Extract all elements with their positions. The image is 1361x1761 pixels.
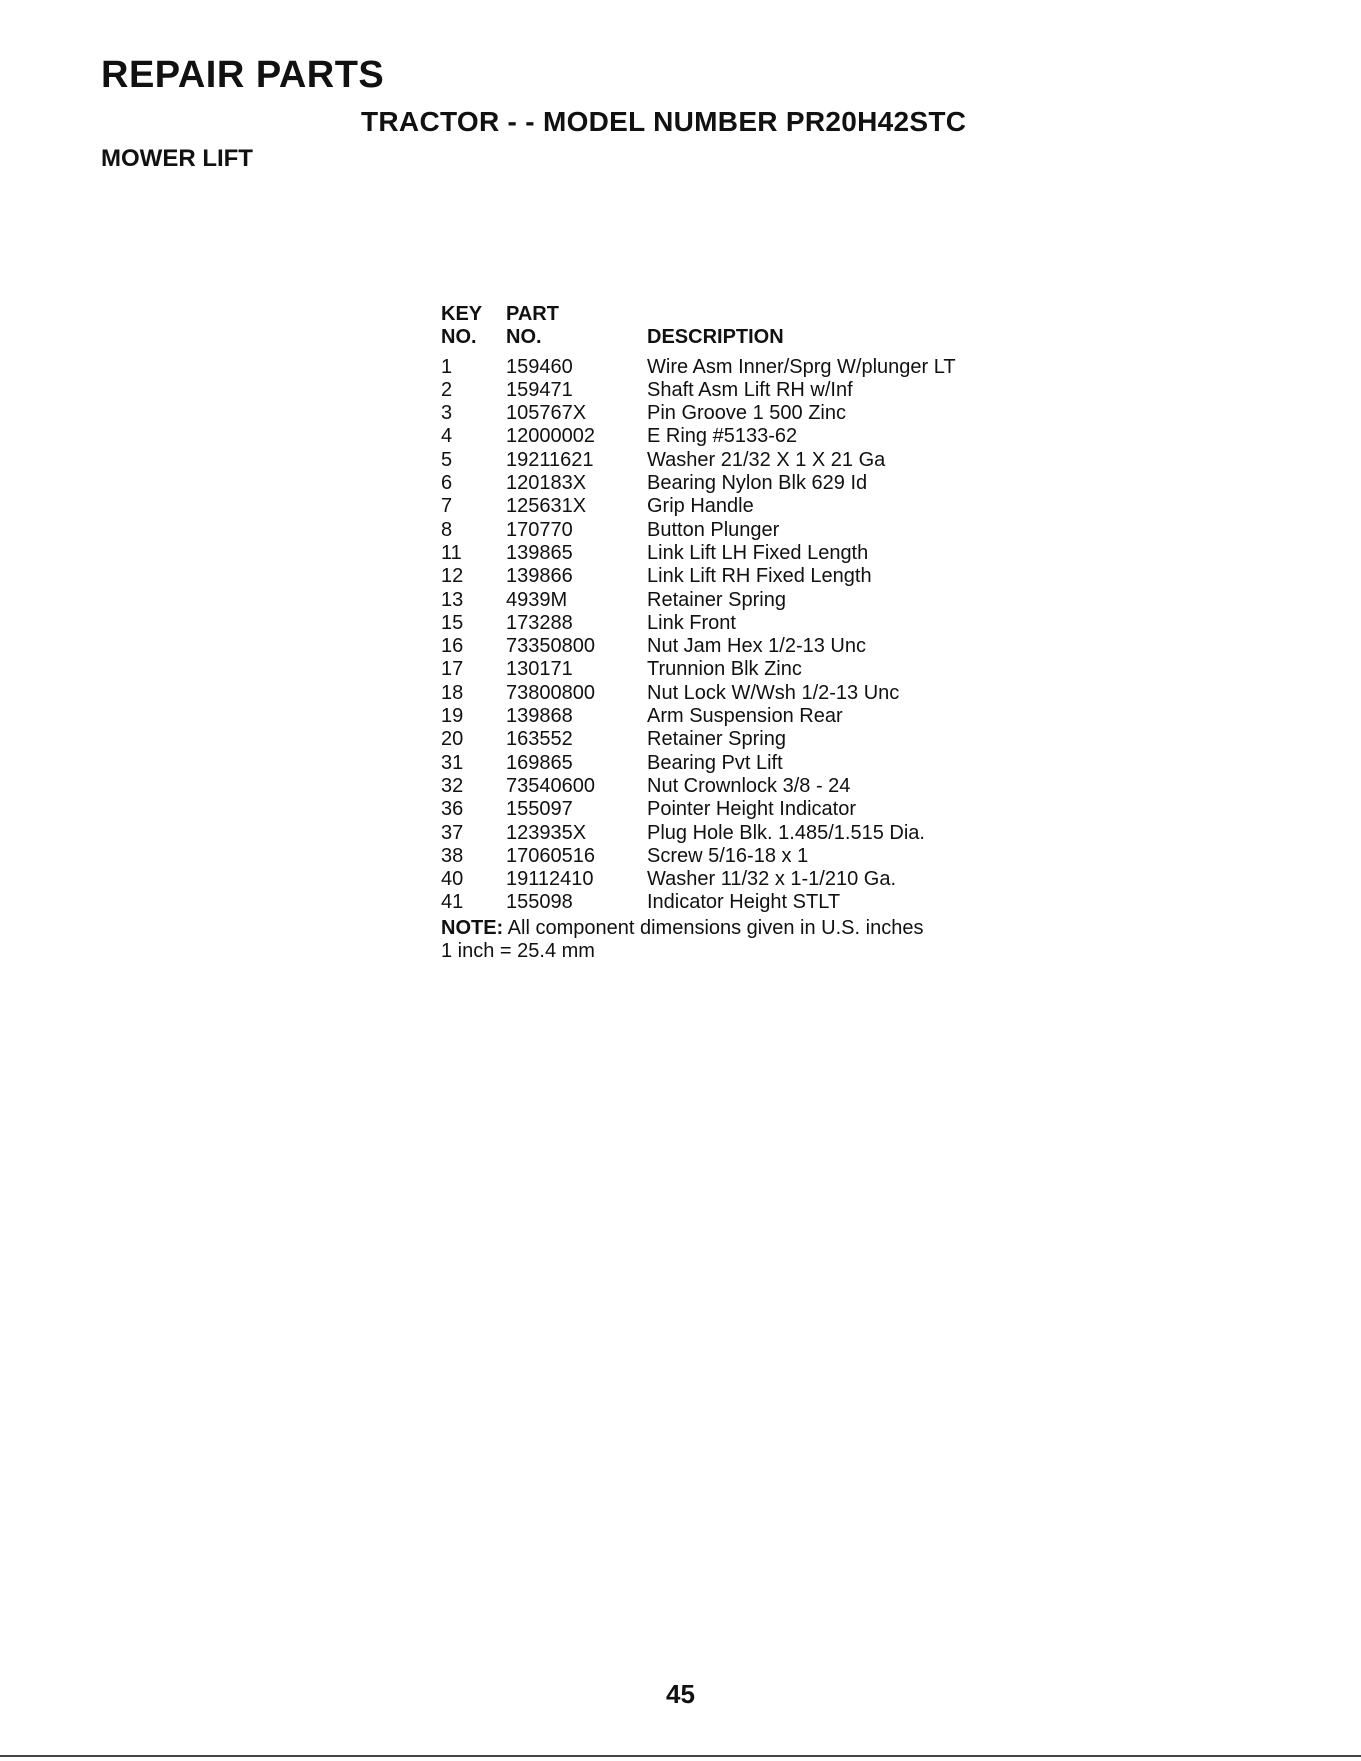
table-row (441, 472, 956, 495)
key-number: 11 (441, 541, 462, 564)
parts-table (441, 303, 956, 963)
table-row (441, 542, 956, 565)
table-row (441, 589, 956, 612)
model-subtitle: TRACTOR - - MODEL NUMBER PR20H42STC (361, 106, 967, 137)
part-description: Indicator Height STLT (647, 891, 841, 914)
part-number: 73350800 (506, 635, 595, 658)
part-number: 139866 (506, 565, 573, 588)
key-number: 3 (441, 402, 453, 425)
key-number: 41 (441, 891, 464, 914)
key-number: 20 (441, 728, 464, 751)
part-description: Pointer Height Indicator (647, 798, 857, 821)
part-description: Trunnion Blk Zinc (647, 658, 802, 681)
table-row (441, 565, 956, 588)
table-row (441, 775, 956, 798)
part-description: Retainer Spring (647, 588, 786, 611)
part-number: 155098 (506, 891, 573, 914)
key-number: 1 (441, 355, 453, 378)
part-description: Bearing Pvt Lift (647, 751, 783, 774)
part-number: 169865 (506, 751, 573, 774)
table-row (441, 658, 956, 681)
table-row (441, 425, 956, 448)
bottom-rule (0, 1755, 1361, 1757)
key-number: 6 (441, 472, 453, 495)
table-row (441, 705, 956, 728)
table-row (441, 891, 956, 914)
table-row (441, 612, 956, 635)
part-description: Shaft Asm Lift RH w/Inf (647, 378, 853, 401)
table-row (441, 519, 956, 542)
part-number: 19112410 (506, 868, 594, 891)
key-number: 31 (441, 751, 464, 774)
page-number: 45 (666, 1679, 695, 1709)
key-number: 8 (441, 518, 453, 541)
key-number: 15 (441, 611, 464, 634)
table-row (441, 356, 956, 379)
part-description: Nut Jam Hex 1/2-13 Unc (647, 635, 866, 658)
table-row (441, 402, 956, 425)
header-key-line1: KEY (441, 303, 483, 325)
part-description: Arm Suspension Rear (647, 705, 843, 728)
key-number: 38 (441, 844, 464, 867)
key-number: 7 (441, 495, 453, 518)
part-number: 120183X (506, 472, 587, 495)
part-number: 4939M (506, 588, 568, 611)
part-number: 19211621 (506, 448, 594, 471)
part-number: 123935X (506, 821, 587, 844)
part-description: Bearing Nylon Blk 629 Id (647, 472, 868, 495)
part-description: Nut Crownlock 3/8 - 24 (647, 774, 851, 797)
table-header (441, 303, 956, 350)
table-row (441, 798, 956, 821)
part-number: 159460 (506, 355, 573, 378)
part-number: 173288 (506, 611, 573, 634)
note-label: NOTE: (441, 916, 504, 939)
key-number: 40 (441, 868, 464, 891)
table-row (441, 495, 956, 518)
table-row (441, 635, 956, 658)
part-number: 139865 (506, 541, 573, 564)
key-number: 18 (441, 681, 464, 704)
table-body (441, 356, 956, 915)
key-number: 13 (441, 588, 464, 611)
part-description: Wire Asm Inner/Sprg W/plunger LT (647, 355, 956, 378)
part-number: 159471 (506, 378, 573, 401)
table-row (441, 822, 956, 845)
part-description: Link Lift LH Fixed Length (647, 541, 869, 564)
part-description: Pin Groove 1 500 Zinc (647, 402, 846, 425)
part-number: 139868 (506, 705, 573, 728)
table-row (441, 682, 956, 705)
key-number: 37 (441, 821, 464, 844)
part-description: Plug Hole Blk. 1.485/1.515 Dia. (647, 821, 925, 844)
part-number: 170770 (506, 518, 573, 541)
key-number: 17 (441, 658, 464, 681)
part-number: 73540600 (506, 774, 595, 797)
note (441, 917, 956, 940)
part-description: Washer 21/32 X 1 X 21 Ga (647, 448, 886, 471)
section-heading: MOWER LIFT (101, 145, 253, 172)
header-part-line1: PART (506, 303, 559, 325)
part-description: Washer 11/32 x 1-1/210 Ga. (647, 868, 897, 891)
key-number: 5 (441, 448, 453, 471)
header-key-line2: NO. (441, 326, 477, 349)
part-description: Button Plunger (647, 518, 780, 541)
part-number: 163552 (506, 728, 573, 751)
table-row (441, 752, 956, 775)
part-number: 130171 (506, 658, 573, 681)
part-number: 12000002 (506, 425, 595, 448)
note-conversion: 1 inch = 25.4 mm (441, 940, 595, 963)
table-row (441, 728, 956, 751)
key-number: 32 (441, 774, 464, 797)
part-description: Grip Handle (647, 495, 754, 518)
page-title: REPAIR PARTS (101, 54, 385, 96)
part-number: 73800800 (506, 681, 595, 704)
table-row (441, 379, 956, 402)
table-row (441, 845, 956, 868)
part-number: 17060516 (506, 844, 595, 867)
header-description: DESCRIPTION (647, 326, 784, 349)
key-number: 19 (441, 705, 464, 728)
key-number: 4 (441, 425, 453, 448)
header-part-line2: NO. (506, 326, 542, 349)
part-description: Link Lift RH Fixed Length (647, 565, 872, 588)
part-number: 155097 (506, 798, 573, 821)
key-number: 2 (441, 378, 453, 401)
key-number: 16 (441, 635, 464, 658)
part-description: Nut Lock W/Wsh 1/2-13 Unc (647, 681, 900, 704)
part-description: E Ring #5133-62 (647, 425, 798, 448)
key-number: 36 (441, 798, 464, 821)
key-number: 12 (441, 565, 464, 588)
table-row (441, 868, 956, 891)
part-description: Retainer Spring (647, 728, 786, 751)
part-description: Screw 5/16-18 x 1 (647, 844, 809, 867)
part-description: Link Front (647, 611, 736, 634)
note-text: All component dimensions given in U.S. inches (507, 916, 924, 939)
part-number: 125631X (506, 495, 587, 518)
part-number: 105767X (506, 402, 587, 425)
table-row (441, 449, 956, 472)
